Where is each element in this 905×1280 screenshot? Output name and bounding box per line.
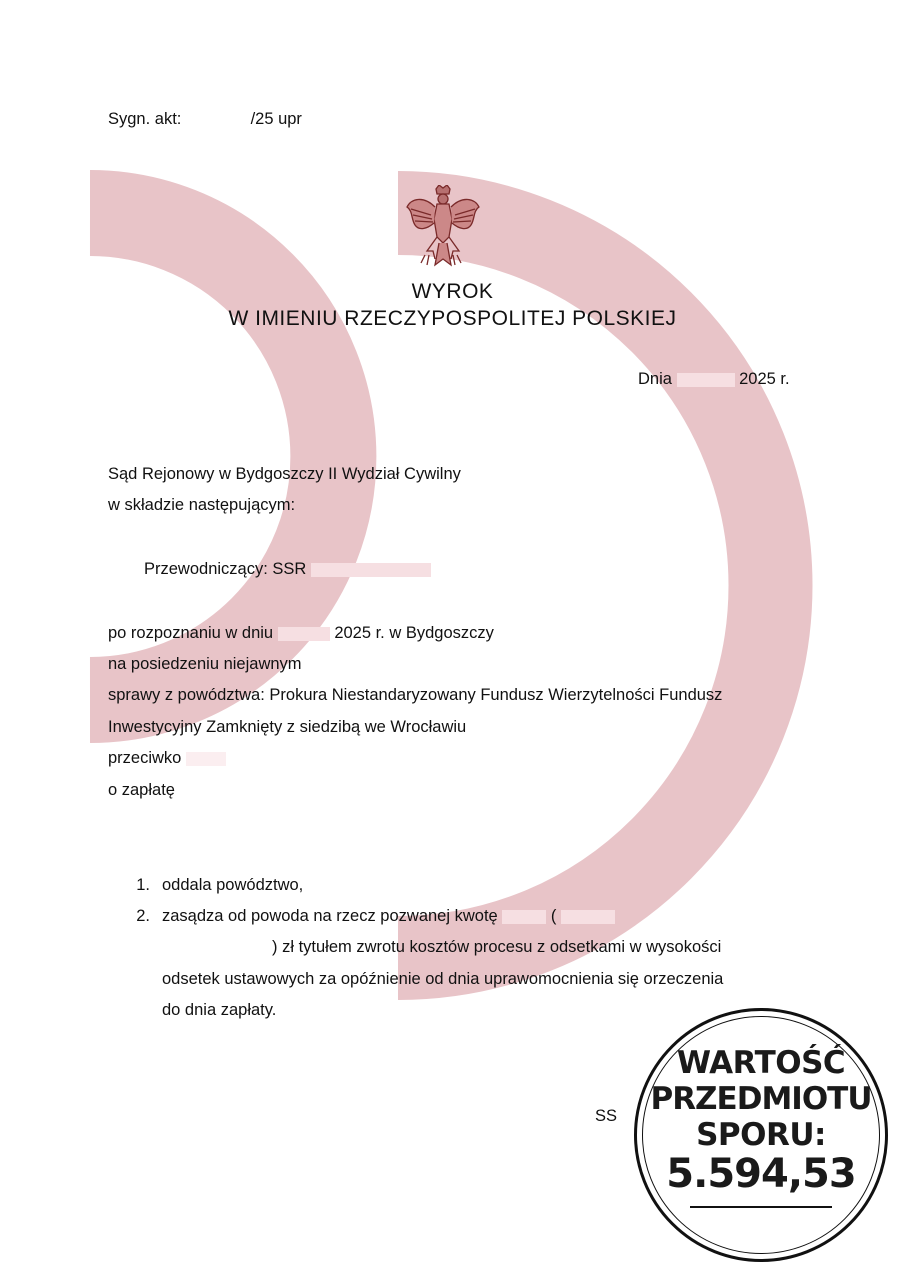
plaintiff-line: sprawy z powództwa: Prokura Niestandaryzowany Fundusz Wierzytelności Fundusz — [108, 686, 723, 704]
date-redaction — [677, 373, 735, 387]
stamp-line-2: PRZEDMIOTU — [650, 1081, 872, 1117]
decision-2-number: 2. — [136, 907, 150, 925]
dispute-value-stamp — [634, 1008, 888, 1262]
stamp-underline — [690, 1206, 832, 1208]
decision-2-line-3: odsetek ustawowych za opóźnienie od dnia uprawomocnienia się orzeczenia — [162, 970, 724, 988]
amount-paren-open: ( — [550, 907, 557, 925]
stamp-line-1: WARTOŚĆ — [676, 1045, 846, 1081]
polish-eagle-icon — [405, 185, 481, 269]
decision-2-line-4: do dnia zapłaty. — [162, 1001, 277, 1019]
dispute-value: 5.594,53 — [666, 1151, 856, 1197]
session-type: na posiedzeniu niejawnym — [108, 655, 302, 673]
case-label: Sygn. akt: — [108, 110, 182, 128]
date-year: 2025 r. — [739, 370, 790, 388]
date-prefix: Dnia — [638, 370, 672, 388]
presiding-judge-label: Przewodniczący: SSR — [144, 560, 307, 578]
amount-words-redaction — [561, 910, 615, 924]
hearing-date-line — [108, 624, 494, 643]
judge-signature: SS — [595, 1107, 618, 1125]
presiding-judge — [144, 560, 431, 579]
court-name: Sąd Rejonowy w Bydgoszczy II Wydział Cywilny — [108, 465, 461, 483]
amount-redaction — [502, 910, 546, 924]
decision-2-line-2: ) zł tytułem zwrotu kosztów procesu z odsetkami w wysokości — [272, 938, 722, 956]
decision-2-text — [162, 907, 615, 926]
court-composition-label: w składzie następującym: — [108, 496, 296, 514]
defendant-line — [108, 749, 226, 768]
case-number — [108, 110, 302, 129]
judgment-subtitle: W IMIENIU RZECZYPOSPOLITEJ POLSKIEJ — [228, 307, 677, 330]
claim-subject: o zapłatę — [108, 781, 175, 799]
decision-2-line-1: zasądza od powoda na rzecz pozwanej kwotę — [162, 907, 498, 925]
decision-1-number: 1. — [136, 876, 150, 894]
hearing-date-prefix: po rozpoznaniu w dniu — [108, 624, 274, 642]
hearing-date-redaction — [278, 627, 330, 641]
hearing-date-suffix: 2025 r. w Bydgoszczy — [334, 624, 494, 642]
stamp-line-3: SPORU: — [696, 1117, 826, 1153]
judgment-date — [638, 370, 790, 389]
judgment-title: WYROK — [411, 280, 494, 303]
decision-1-text: oddala powództwo, — [162, 876, 304, 894]
defendant-label: przeciwko — [108, 749, 182, 767]
case-suffix: /25 upr — [250, 110, 302, 128]
defendant-redaction — [186, 752, 226, 766]
plaintiff-line-2: Inwestycyjny Zamknięty z siedzibą we Wrocławiu — [108, 718, 467, 736]
judge-name-redaction — [311, 563, 431, 577]
